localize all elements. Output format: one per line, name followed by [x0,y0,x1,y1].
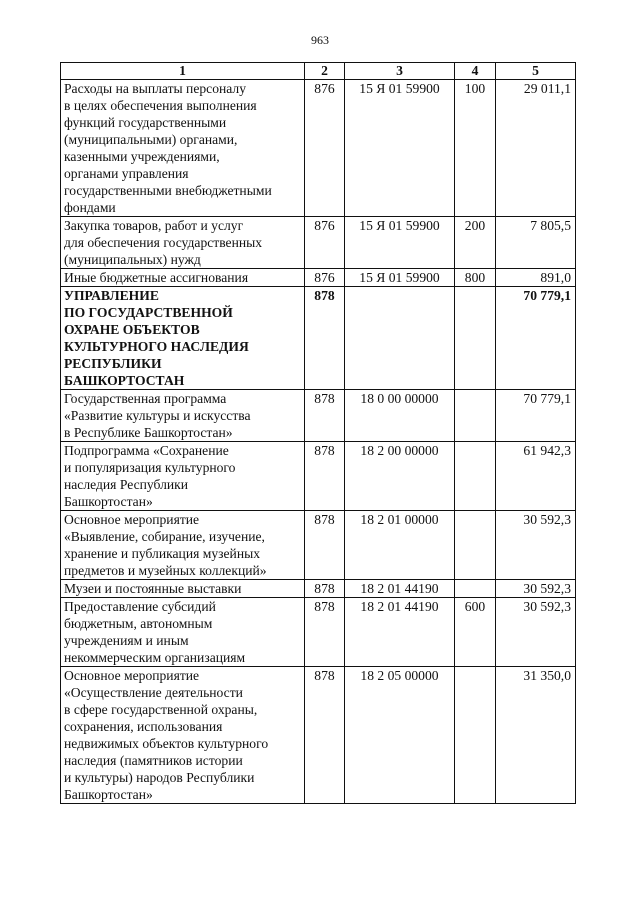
row-target-article-cell [345,287,455,390]
row-name-cell: Иные бюджетные ассигнования [61,269,305,287]
row-name-cell: Музеи и постоянные выставки [61,580,305,598]
page-number: 963 [311,33,329,47]
row-name-cell: Подпрограмма «Сохранение и популяризация культурного наследия Республики Башкортостан» [61,442,305,511]
row-expense-type-cell [455,580,496,598]
row-expense-type-cell: 600 [455,598,496,667]
table-row [61,580,576,598]
table-row [61,390,576,442]
row-target-article-cell: 18 2 00 00000 [345,442,455,511]
row-target-article-cell: 18 2 05 00000 [345,667,455,804]
row-amount-cell: 31 350,0 [496,667,576,804]
row-amount-cell: 70 779,1 [496,287,576,390]
row-amount-cell: 7 805,5 [496,217,576,269]
table-row [61,442,576,511]
row-amount-cell: 891,0 [496,269,576,287]
column-header-department: 2 [305,63,345,80]
table-row [61,80,576,217]
table-row-department-heading [61,287,576,390]
column-header-expense-type: 4 [455,63,496,80]
row-department-cell: 876 [305,269,345,287]
row-department-cell: 878 [305,580,345,598]
row-target-article-cell: 15 Я 01 59900 [345,80,455,217]
row-name-cell: Расходы на выплаты персоналу в целях обеспечения выполнения функций государственными (муниципальными) органами, казенными учреждениями, органами управления государственными внебюджетными фондами [61,80,305,217]
budget-table [60,62,576,804]
row-department-cell: 876 [305,217,345,269]
row-name-cell: УПРАВЛЕНИЕ ПО ГОСУДАРСТВЕННОЙ ОХРАНЕ ОБЪЕКТОВ КУЛЬТУРНОГО НАСЛЕДИЯ РЕСПУБЛИКИ БАШКОРТОСТАН [61,287,305,390]
row-name-cell: Закупка товаров, работ и услуг для обеспечения государственных (муниципальных) нужд [61,217,305,269]
row-target-article-cell: 18 2 01 00000 [345,511,455,580]
row-expense-type-cell [455,442,496,511]
row-expense-type-cell [455,390,496,442]
row-expense-type-cell [455,287,496,390]
row-department-cell: 878 [305,287,345,390]
row-department-cell: 878 [305,390,345,442]
row-name-cell: Основное мероприятие «Выявление, собирание, изучение, хранение и публикация музейных предметов и музейных коллекций» [61,511,305,580]
row-name-cell: Предоставление субсидий бюджетным, автономным учреждениям и иным некоммерческим организациям [61,598,305,667]
row-amount-cell: 61 942,3 [496,442,576,511]
column-header-amount: 5 [496,63,576,80]
row-name-cell: Государственная программа «Развитие культуры и искусства в Республике Башкортостан» [61,390,305,442]
row-expense-type-cell: 800 [455,269,496,287]
row-amount-cell: 70 779,1 [496,390,576,442]
row-department-cell: 878 [305,667,345,804]
table-row [61,217,576,269]
column-header-name: 1 [61,63,305,80]
row-amount-cell: 30 592,3 [496,511,576,580]
row-expense-type-cell [455,667,496,804]
row-target-article-cell: 18 0 00 00000 [345,390,455,442]
row-department-cell: 876 [305,80,345,217]
row-name-cell: Основное мероприятие «Осуществление деятельности в сфере государственной охраны, сохранения, использования недвижимых объектов культурного наследия (памятников истории и культуры) народов Республики Башкортостан» [61,667,305,804]
row-amount-cell: 30 592,3 [496,598,576,667]
row-department-cell: 878 [305,442,345,511]
row-expense-type-cell: 200 [455,217,496,269]
row-amount-cell: 29 011,1 [496,80,576,217]
row-department-cell: 878 [305,511,345,580]
table-row [61,667,576,804]
table-row [61,511,576,580]
row-target-article-cell: 15 Я 01 59900 [345,217,455,269]
row-amount-cell: 30 592,3 [496,580,576,598]
row-expense-type-cell [455,511,496,580]
row-expense-type-cell: 100 [455,80,496,217]
row-target-article-cell: 18 2 01 44190 [345,580,455,598]
row-target-article-cell: 18 2 01 44190 [345,598,455,667]
row-department-cell: 878 [305,598,345,667]
row-target-article-cell: 15 Я 01 59900 [345,269,455,287]
table-row [61,598,576,667]
table-row [61,269,576,287]
table-header-row [61,63,576,80]
column-header-target-article: 3 [345,63,455,80]
